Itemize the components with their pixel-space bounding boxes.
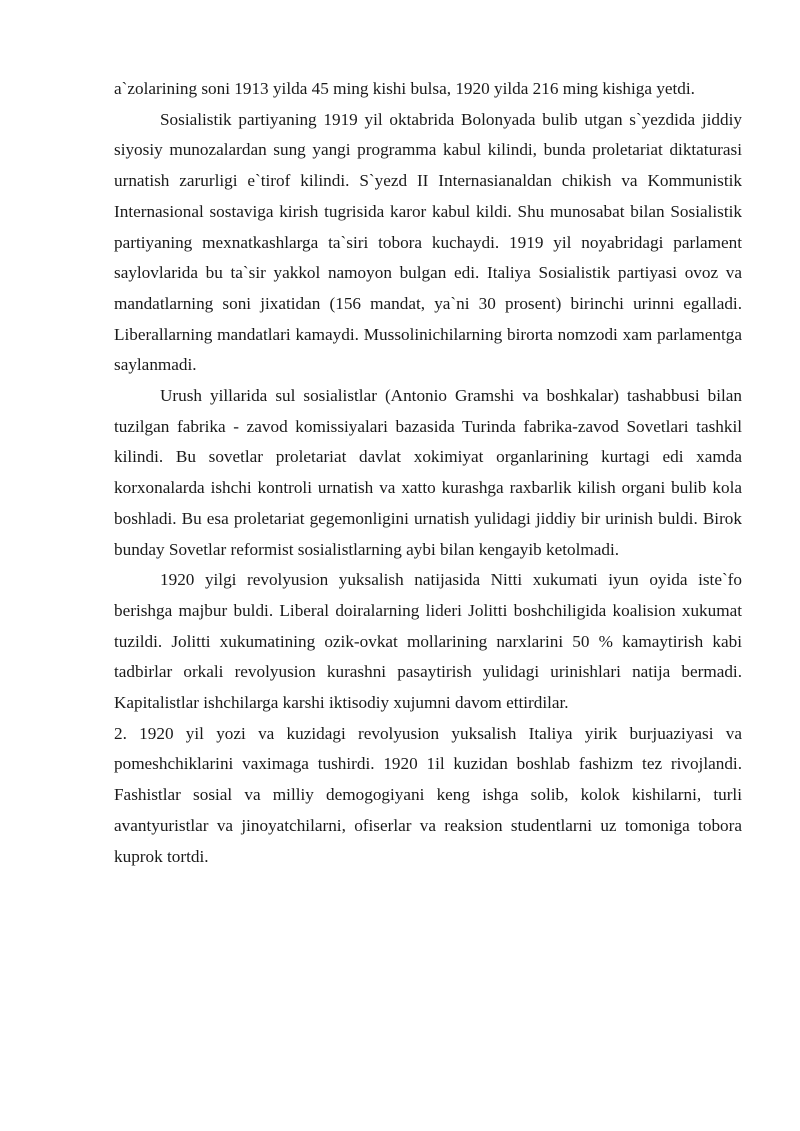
paragraph-nitti-government: 1920 yilgi revolyusion yuksalish natijasida Nitti xukumati iyun oyida iste`fo berishga majbur buldi. Liberal doiralarning lideri Jolitti boshchiligida koalision xukumat tuzildi. Jolitti xukumatining ozik-ovkat mollarining narxlarini 50 % kamaytirish kabi tadbirlar orkali revolyusion kurashni pasaytirish yulidagi urinishlari natija bermadi. Kapitalistlar ishchilarga karshi iktisodiy xujumni davom ettirdilar. [114, 570, 742, 713]
paragraph-fascism-rise: 2. 1920 yil yozi va kuzidagi revolyusion yuksalish Italiya yirik burjuaziyasi va pomeshchiklarini vaximaga tushirdi. 1920 1il kuzidan boshlab fashizm tez rivojlandi. Fashistlar sosial va milliy demogogiyani keng ishga solib, kolok kishilarni, turli avantyuristlar va jinoyatchilarni, ofiserlar va reaksion studentlarni uz tomoniga tobora kuprok tortdi. [114, 723, 742, 866]
paragraph-factory-councils: Urush yillarida sul sosialistlar (Antonio Gramshi va boshkalar) tashabbusi bilan tuzilgan fabrika - zavod komissiyalari bazasida Turinda fabrika-zavod Sovetlari tashkil kilindi. Bu sovetlar proletariat davlat xokimiyat organlarining kurtagi edi xamda korxonalarda ishchi kontroli urnatish va xatto kurashga raxbarlik kilish organi bulib kola boshladi. Bu esa proletariat gegemonligini urnatish yulidagi jiddiy bir urinish buldi. Birok bunday Sovetlar reformist sosialistlarning aybi bilan kengayib ketolmadi. [114, 386, 742, 559]
document-page [114, 74, 742, 872]
paragraph-continuation: a`zolarining soni 1913 yilda 45 ming kishi bulsa, 1920 yilda 216 ming kishiga yetdi. [114, 79, 695, 98]
paragraph-socialist-congress: Sosialistik partiyaning 1919 yil oktabrida Bolonyada bulib utgan s`yezdida jiddiy siyosiy munozalardan sung yangi programma kabul kilindi, bunda proletariat diktaturasi urnatish zarurligi e`tirof kilindi. S`yezd II Internasianaldan chikish va Kommunistik Internasional sostaviga kirish tugrisida karor kabul kildi. Shu munosabat bilan Sosialistik partiyaning mexnatkashlarga ta`siri tobora kuchaydi. 1919 yil noyabridagi parlament saylovlarida bu ta`sir yakkol namoyon bulgan edi. Italiya Sosialistik partiyasi ovoz va mandatlarning soni jixatidan (156 mandat, ya`ni 30 prosent) birinchi urinni egalladi. Liberallarning mandatlari kamaydi. Mussolinichilarning birorta nomzodi xam parlamentga saylanmadi. [114, 109, 742, 375]
